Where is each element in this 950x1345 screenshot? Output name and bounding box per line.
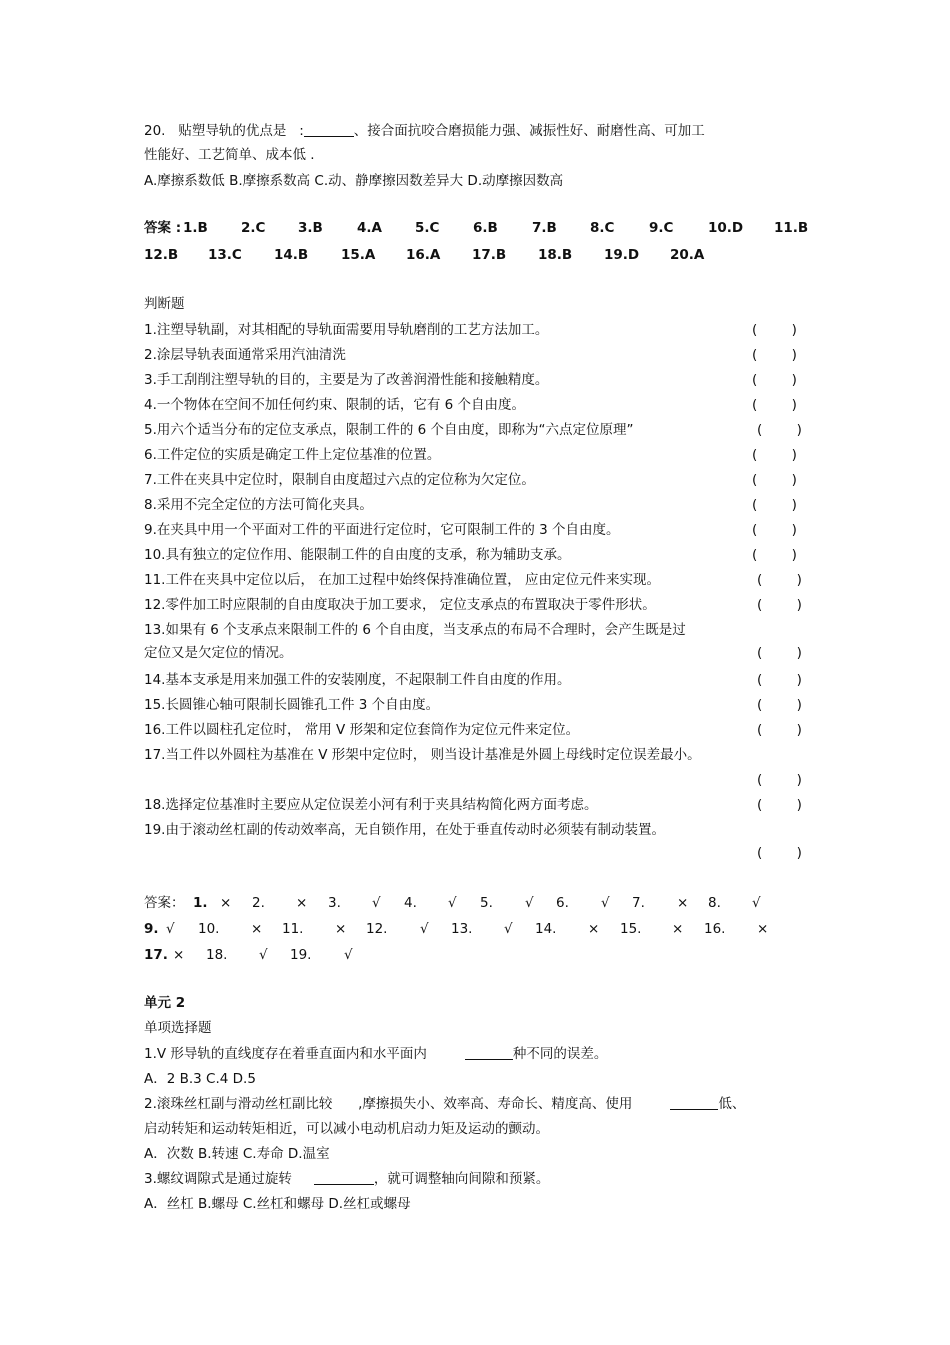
answer-item: 9.C xyxy=(649,220,674,236)
u2-q3-options: A．丝杠 B.螺母 C.丝杠和螺母 D.丝杠或螺母 xyxy=(144,1196,411,1212)
answer-mark: √ xyxy=(259,947,268,963)
answer-number: 12. xyxy=(366,921,388,937)
u2-q1-options: A．2 B.3 C.4 D.5 xyxy=(144,1071,256,1087)
judge-item: 5.用六个适当分布的定位支承点，限制工件的 6 个自由度，即称为“六点定位原理” xyxy=(144,422,634,438)
judge-item: 6.工件定位的实质是确定工件上定位基准的位置。 xyxy=(144,447,441,463)
answer-item: 13.C xyxy=(208,247,242,263)
judge-item: 11.工件在夹具中定位以后， 在加工过程中始终保持准确位置， 应由定位元件来实现。 xyxy=(144,572,661,588)
answer-mark: √ xyxy=(752,895,761,911)
answer-mark: √ xyxy=(448,895,457,911)
answer-blank xyxy=(314,1170,374,1185)
answer-number: 16. xyxy=(704,921,726,937)
answer-mark: √ xyxy=(601,895,610,911)
answer-mark: √ xyxy=(420,921,429,937)
answer-item: 5.C xyxy=(415,220,440,236)
answer-number: 2. xyxy=(252,895,265,911)
answer-parens: ( ) xyxy=(752,547,797,563)
answer-item: 20.A xyxy=(670,247,705,263)
answer-item: 10.D xyxy=(708,220,744,236)
judge-item: 15.长圆锥心轴可限制长圆锥孔工件 3 个自由度。 xyxy=(144,697,440,713)
u2-q2-tail: 低、 xyxy=(718,1096,746,1112)
answer-mark: × xyxy=(672,921,684,937)
answer-parens: ( ) xyxy=(757,672,802,688)
answer-mark: × xyxy=(173,947,185,963)
u2-q3-text: 3.螺纹调隙式是通过旋转 xyxy=(144,1171,292,1187)
judge-item: 12.零件加工时应限制的自由度取决于加工要求， 定位支承点的布置取决于零件形状。 xyxy=(144,597,656,613)
judge-item: 8.采用不完全定位的方法可简化夹具。 xyxy=(144,497,373,513)
answer-parens: ( ) xyxy=(757,645,802,661)
answer-parens: ( ) xyxy=(757,422,802,438)
answer-number: 7. xyxy=(632,895,645,911)
u2-q2-text: 2.滚珠丝杠副与滑动丝杠副比较 ,摩擦损失小、效率高、寿命长、精度高、使用 xyxy=(144,1096,633,1112)
answer-mark: × xyxy=(677,895,689,911)
judge-item: 16.工件以圆柱孔定位时， 常用 V 形架和定位套筒作为定位元件来定位。 xyxy=(144,722,580,738)
answer-item: 14.B xyxy=(274,247,309,263)
answer-item: 15.A xyxy=(341,247,376,263)
u2-q1 xyxy=(144,1045,607,1063)
answer-number: 4. xyxy=(404,895,417,911)
answer-mark: × xyxy=(588,921,600,937)
answer-item: 4.A xyxy=(357,220,382,236)
answer-number: 15. xyxy=(620,921,642,937)
answer-number: 14. xyxy=(535,921,557,937)
answer-number: 9. xyxy=(144,921,159,937)
answer-parens: ( ) xyxy=(757,772,802,788)
answer-parens: ( ) xyxy=(757,797,802,813)
answer-number: 11. xyxy=(282,921,304,937)
answer-mark: √ xyxy=(525,895,534,911)
answer-mark: × xyxy=(757,921,769,937)
answer-parens: ( ) xyxy=(752,497,797,513)
answer-item: 6.B xyxy=(473,220,498,236)
answer-number: 3. xyxy=(328,895,341,911)
answer-parens: ( ) xyxy=(757,572,802,588)
judge-item: 9.在夹具中用一个平面对工件的平面进行定位时，它可限制工件的 3 个自由度。 xyxy=(144,522,620,538)
q20-options: A.摩擦系数低 B.摩擦系数高 C.动、静摩擦因数差异大 D.动摩擦因数高 xyxy=(144,173,564,189)
answer-mark: × xyxy=(220,895,232,911)
answer-parens: ( ) xyxy=(757,697,802,713)
judge-item-cont: 定位又是欠定位的情况。 xyxy=(144,645,293,661)
answer-item: 11.B xyxy=(774,220,809,236)
answer-item: 16.A xyxy=(406,247,441,263)
judge-item: 2.涂层导轨表面通常采用汽油清洗 xyxy=(144,347,346,363)
q20-line1 xyxy=(144,122,705,140)
answer-parens: ( ) xyxy=(752,347,797,363)
u2-q2-line2: 启动转矩和运动转矩相近，可以减小电动机启动力矩及运动的颤动。 xyxy=(144,1121,549,1137)
answer-parens: ( ) xyxy=(752,522,797,538)
answer-prefix: 答案 : xyxy=(144,220,182,236)
answer-parens: ( ) xyxy=(752,472,797,488)
answer-number: 8. xyxy=(708,895,721,911)
section-title: 单项选择题 xyxy=(144,1020,212,1036)
answer-blank xyxy=(304,122,354,137)
answer-parens: ( ) xyxy=(752,447,797,463)
q20-line2: 性能好、工艺简单、成本低 . xyxy=(144,147,315,163)
judge-item: 10.具有独立的定位作用、能限制工件的自由度的支承，称为辅助支承。 xyxy=(144,547,571,563)
answer-item: 7.B xyxy=(532,220,557,236)
judge-item: 14.基本支承是用来加强工件的安装刚度，不起限制工件自由度的作用。 xyxy=(144,672,571,688)
answer-number: 13. xyxy=(451,921,473,937)
u2-q2 xyxy=(144,1095,745,1113)
answer-prefix: 答案： xyxy=(144,895,185,911)
answer-item: 8.C xyxy=(590,220,615,236)
q20-text-b: 、接合面抗咬合磨损能力强、减振性好、耐磨性高、可加工 xyxy=(353,123,705,139)
answer-number: 18. xyxy=(206,947,228,963)
judge-item: 7.工件在夹具中定位时，限制自由度超过六点的定位称为欠定位。 xyxy=(144,472,535,488)
answer-item: 3.B xyxy=(298,220,323,236)
u2-q3 xyxy=(144,1170,549,1188)
answer-item: 18.B xyxy=(538,247,573,263)
answer-item: 19.D xyxy=(604,247,640,263)
answer-number: 10. xyxy=(198,921,220,937)
answer-item: 12.B xyxy=(144,247,179,263)
answer-number: 17. xyxy=(144,947,168,963)
section-title: 判断题 xyxy=(144,296,185,312)
u2-q2-options: A．次数 B.转速 C.寿命 D.温室 xyxy=(144,1146,330,1162)
answer-item: 2.C xyxy=(241,220,266,236)
answer-mark: × xyxy=(296,895,308,911)
answer-number: 19. xyxy=(290,947,312,963)
judge-item: 1.注塑导轨副，对其相配的导轨面需要用导轨磨削的工艺方法加工。 xyxy=(144,322,549,338)
answer-parens: ( ) xyxy=(752,397,797,413)
u2-q3-tail: ，就可调整轴向间隙和预紧。 xyxy=(373,1171,550,1187)
judge-item: 18.选择定位基准时主要应从定位误差小河有利于夹具结构简化两方面考虑。 xyxy=(144,797,598,813)
answer-item: 1.B xyxy=(183,220,208,236)
judge-item: 17.当工件以外圆柱为基准在 V 形架中定位时， 则当设计基准是外圆上母线时定位误差最小。 xyxy=(144,747,701,763)
answer-number: 6. xyxy=(556,895,569,911)
judge-item: 4.一个物体在空间不加任何约束、限制的话，它有 6 个自由度。 xyxy=(144,397,526,413)
answer-parens: ( ) xyxy=(757,597,802,613)
answer-parens: ( ) xyxy=(757,845,802,861)
answer-parens: ( ) xyxy=(752,372,797,388)
answer-blank xyxy=(670,1095,718,1110)
judge-item: 3.手工刮削注塑导轨的目的，主要是为了改善润滑性能和接触精度。 xyxy=(144,372,549,388)
answer-parens: ( ) xyxy=(752,322,797,338)
answer-mark: × xyxy=(251,921,263,937)
answer-mark: √ xyxy=(504,921,513,937)
answer-item: 17.B xyxy=(472,247,507,263)
answer-mark: √ xyxy=(372,895,381,911)
judge-item: 13.如果有 6 个支承点来限制工件的 6 个自由度，当支承点的布局不合理时，会产生既是过 xyxy=(144,622,686,638)
answer-mark: √ xyxy=(166,921,175,937)
answer-mark: √ xyxy=(344,947,353,963)
u2-q1-tail: 种不同的误差。 xyxy=(512,1046,608,1062)
u2-q1-text: 1.V 形导轨的直线度存在着垂直面内和水平面内 xyxy=(144,1046,427,1062)
answer-mark: × xyxy=(335,921,347,937)
unit-title: 单元 2 xyxy=(144,995,186,1011)
judge-item: 19.由于滚动丝杠副的传动效率高，无自锁作用，在处于垂直传动时必须装有制动装置。 xyxy=(144,822,665,838)
answer-number: 5. xyxy=(480,895,493,911)
answer-number: 1. xyxy=(193,895,208,911)
answer-blank xyxy=(465,1045,513,1060)
answer-parens: ( ) xyxy=(757,722,802,738)
q20-text-a: 20. 贴塑导轨的优点是 : xyxy=(144,123,304,139)
